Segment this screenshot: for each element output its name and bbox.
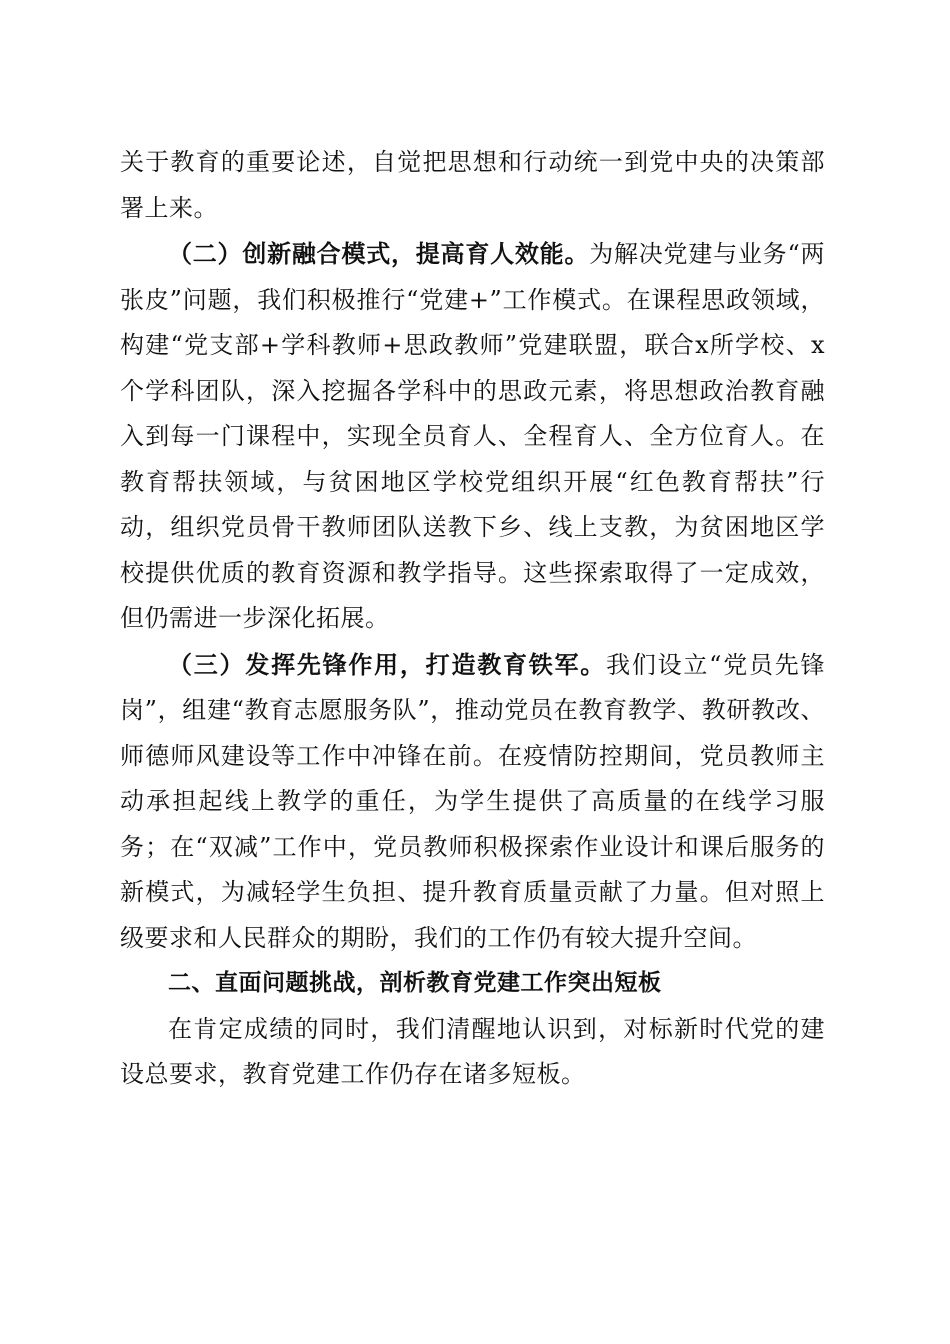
subsection-lead: （二）创新融合模式，提高育人效能。 bbox=[168, 239, 590, 268]
paragraph-continuation bbox=[120, 140, 825, 231]
document-page bbox=[120, 140, 825, 1098]
subsection-lead: （三）发挥先锋作用，打造教育铁军。 bbox=[168, 649, 607, 679]
paragraph-closing: 在肯定成绩的同时，我们清醒地认识到，对标新时代党的建设总要求，教育党建工作仍存在诸多短板。 bbox=[120, 1014, 825, 1088]
paragraph-text: 关于教育的重要论述，自觉把思想和行动统一到党中央的决策部署上来。 bbox=[120, 148, 825, 222]
section-heading: 二、直面问题挑战，剖析教育党建工作突出短板 bbox=[168, 970, 662, 996]
paragraph-vanguard bbox=[120, 642, 825, 962]
paragraph-text: 为解决党建与业务“两张皮”问题，我们积极推行“党建+”工作模式。在课程思政领域，构建“党支部+学科教师+思政教师”党建联盟，联合x所学校、x个学科团队，深入挖掘各学科中的思政元素，将思想政治教育融入到每一门课程中，实现全员育人、全程育人、全方位育人。在教育帮扶领域，与贫困地区学校党组织开展“红色教育帮扶”行动，组织党员骨干教师团队送教下乡、线上支教，为贫困地区学校提供优质的教育资源和教学指导。这些探索取得了一定成效，但仍需进一步深化拓展。 bbox=[120, 240, 825, 632]
paragraph-text: 我们设立“党员先锋岗”，组建“教育志愿服务队”，推动党员在教育教学、教研教改、师德师风建设等工作中冲锋在前。在疫情防控期间，党员教师主动承担起线上教学的重任，为学生提供了高质量的在线学习服务；在“双减”工作中，党员教师积极探索作业设计和课后服务的新模式，为减轻学生负担、提升教育质量贡献了力量。但对照上级要求和人民群众的期盼，我们的工作仍有较大提升空间。 bbox=[120, 650, 825, 952]
paragraph-innovation bbox=[120, 231, 825, 642]
